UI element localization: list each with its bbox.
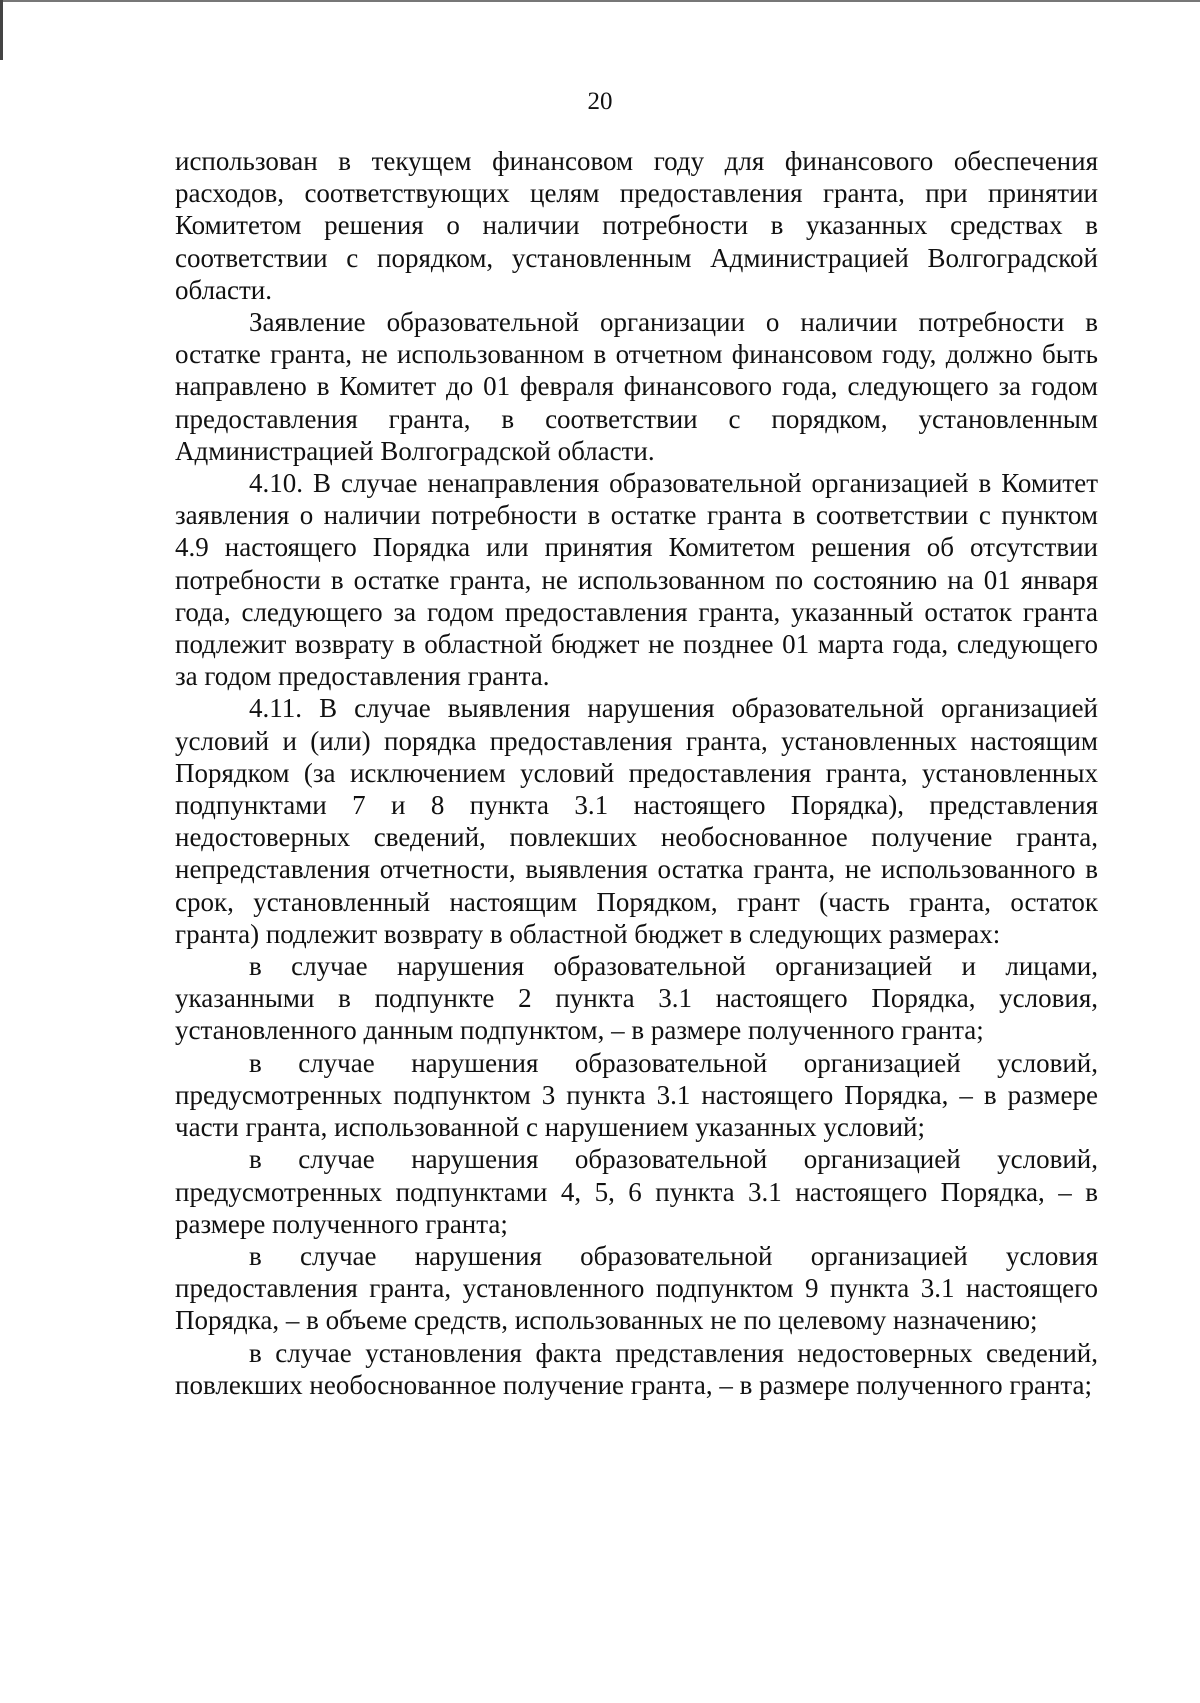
paragraph-case-5: в случае установления факта представления недостоверных сведений, повлекших необоснованное получение гранта, – в размере полученного гранта; bbox=[175, 1337, 1098, 1400]
paragraph-case-1: в случае нарушения образовательной организацией и лицами, указанными в подпункте 2 пункта 3.1 настоящего Порядка, условия, установленного данным подпунктом, – в размере полученного гранта; bbox=[175, 951, 1098, 1046]
paragraph-2: Заявление образовательной организации о наличии потребности в остатке гранта, не использованном в отчетном финансовом году, должно быть направлено в Комитет до 01 февраля финансового года, следующего за годом предоставления гранта, в соответствии с порядком, установленным Администрацией Волгоградской области. bbox=[175, 307, 1098, 466]
paragraph-case-2: в случае нарушения образовательной организацией условий, предусмотренных подпунктом 3 пункта 3.1 настоящего Порядка, – в размере части гранта, использованной с нарушением указанных условий; bbox=[175, 1047, 1098, 1143]
page-number: 20 bbox=[587, 88, 613, 115]
scan-left-edge bbox=[0, 0, 3, 60]
paragraph-clause-4-11: 4.11. В случае выявления нарушения образовательной организацией условий и (или) порядка предоставления гранта, установленных настоящим Порядком (за исключением условий предоставления гранта, установленных подпунктами 7 и 8 пункта 3.1 настоящего Порядка), представления недостоверных сведений, повлекших необоснованное получение гранта, непредставления отчетности, выявления остатка гранта, не использованного в срок, установленный настоящим Порядком, грант (часть гранта, остаток гранта) подлежит возврату в областной бюджет в следующих размерах: bbox=[175, 693, 1098, 949]
document-body bbox=[175, 145, 1098, 1401]
paragraph-clause-4-10: 4.10. В случае ненаправления образовательной организацией в Комитет заявления о наличии потребности в остатке гранта в соответствии с пунктом 4.9 настоящего Порядка или принятия Комитетом решения об отсутствии потребности в остатке гранта, не использованном по состоянию на 01 января года, следующего за годом предоставления гранта, указанный остаток гранта подлежит возврату в областной бюджет не позднее 01 марта года, следующего за годом предоставления гранта. bbox=[175, 468, 1098, 692]
scan-top-border bbox=[0, 0, 1200, 2]
paragraph-case-4: в случае нарушения образовательной организацией условия предоставления гранта, установленного подпунктом 9 пункта 3.1 настоящего Порядка, – в объеме средств, использованных не по целевому назначению; bbox=[175, 1240, 1098, 1336]
paragraph-1: использован в текущем финансовом году для финансового обеспечения расходов, соответствующих целям предоставления гранта, при принятии Комитетом решения о наличии потребности в указанных средствах в соответствии с порядком, установленным Администрацией Волгоградской области. bbox=[175, 146, 1098, 305]
paragraph-case-3: в случае нарушения образовательной организацией условий, предусмотренных подпунктами 4, 5, 6 пункта 3.1 настоящего Порядка, – в размере полученного гранта; bbox=[175, 1144, 1098, 1239]
